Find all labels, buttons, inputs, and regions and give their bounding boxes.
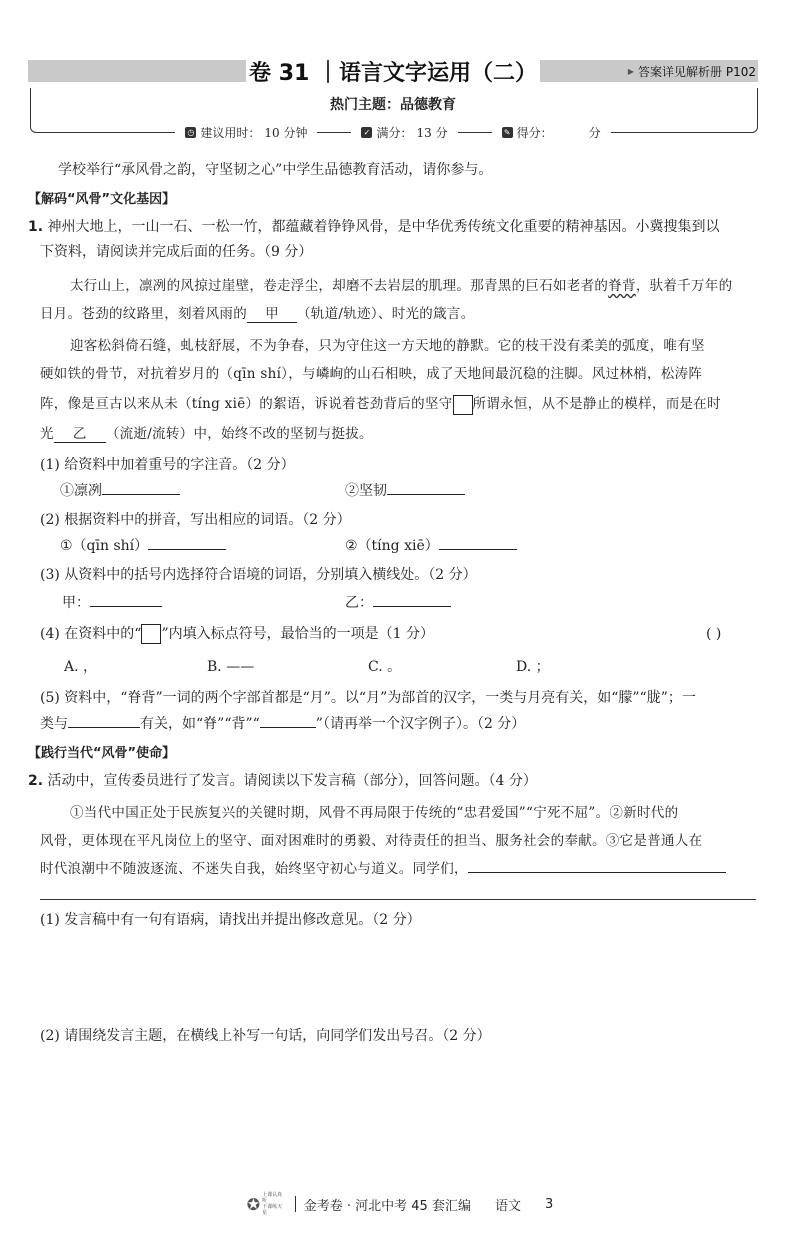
subject: 语文 bbox=[494, 1198, 521, 1214]
q2-stem-text: 活动中，宣传委员进行了发言。请阅读以下发言稿（部分），回答问题。（4 分） bbox=[47, 773, 537, 789]
time-info bbox=[175, 124, 317, 141]
speech-text: 时代浪潮中不随波逐流、不迷失自我，始终坚守初心与道义。同学们， bbox=[40, 861, 468, 877]
blank-jia: 甲 bbox=[247, 302, 297, 323]
q1-sub3-b bbox=[345, 593, 451, 613]
section-heading-2: 【践行当代“风骨”使命】 bbox=[28, 746, 176, 761]
answer-blank[interactable] bbox=[260, 727, 316, 728]
answer-label: ①（qīn shí） bbox=[60, 538, 149, 554]
page-footer bbox=[200, 1192, 600, 1216]
blank-yi: 乙 bbox=[54, 422, 106, 443]
option-b: B. —— bbox=[207, 659, 255, 675]
speech-line-3 bbox=[40, 857, 726, 877]
q2-sub2: (2) 请围绕发言主题，在横线上补写一句话，向同学们发出号召。（2 分） bbox=[40, 1028, 491, 1044]
header-left-bar bbox=[28, 60, 246, 82]
score-value: 13 分 bbox=[416, 125, 448, 140]
punctuation-box bbox=[453, 395, 473, 415]
q1-stem-line1 bbox=[28, 217, 720, 237]
answer-paren[interactable]: ( ) bbox=[706, 626, 722, 642]
q1-sub2-a bbox=[60, 536, 226, 556]
answer-blank[interactable] bbox=[439, 549, 517, 550]
option-a: A. ， bbox=[64, 659, 98, 675]
q2-number: 2. bbox=[28, 773, 44, 789]
q1-sub1-b bbox=[345, 481, 465, 501]
clock-icon: ◷ bbox=[185, 127, 196, 138]
answer-blank[interactable] bbox=[387, 494, 465, 495]
reading-text: 光 bbox=[40, 426, 54, 442]
reading-line-5 bbox=[40, 392, 721, 415]
q2-stem bbox=[28, 771, 537, 791]
reading-line-1 bbox=[70, 274, 732, 294]
answer-blank[interactable] bbox=[148, 549, 226, 550]
get-score-label: 得分： bbox=[516, 125, 553, 140]
logo-line-2: 下课练天星 bbox=[262, 1204, 283, 1216]
q1-stem2: 下资料，请阅读并完成后面的任务。（9 分） bbox=[40, 244, 313, 260]
q1-sub4 bbox=[40, 624, 434, 644]
reading-line-2 bbox=[40, 302, 475, 323]
answer-label: ①凛冽 bbox=[60, 483, 102, 499]
reading-text: （流逝/流转）中，始终不改的坚韧与挺拔。 bbox=[105, 426, 373, 442]
q1-sub2: (2) 根据资料中的拼音，写出相应的词语。（2 分） bbox=[40, 512, 351, 528]
pencil-icon: ✎ bbox=[502, 127, 513, 138]
reading-line-6 bbox=[40, 422, 373, 443]
punctuation-box bbox=[141, 624, 161, 644]
q1-sub5-line1: (5) 资料中，“脊背”一词的两个字部首都是“月”。以“月”为部首的汉字，一类与月亮有关，如“朦”“胧”；一 bbox=[40, 690, 696, 706]
answer-blank[interactable] bbox=[468, 872, 726, 873]
answer-line[interactable] bbox=[40, 899, 756, 900]
reading-text: ，驮着千万年的 bbox=[635, 278, 733, 294]
intro-text: 学校举行“承风骨之韵，守坚韧之心”中学生品德教育活动，请你参与。 bbox=[58, 162, 493, 178]
answer-label: ②（tíng xiē） bbox=[345, 538, 439, 554]
speech-line-2: 风骨，更体现在平凡岗位上的坚守、面对困难时的勇毅、对待责任的担当、服务社会的奉献。③它是普通人在 bbox=[40, 833, 703, 849]
answer-blank[interactable] bbox=[68, 727, 140, 728]
q1-sub1: (1) 给资料中加着重号的字注音。（2 分） bbox=[40, 457, 295, 473]
time-value: 10 分钟 bbox=[264, 125, 308, 140]
question-text: 有关，如“脊”“背”“ bbox=[140, 716, 260, 732]
book-title: 金考卷 · 河北中考 45 套汇编 bbox=[303, 1198, 471, 1214]
answer-blank[interactable] bbox=[373, 606, 451, 607]
q1-sub2-b bbox=[345, 536, 517, 556]
answer-label: ②坚韧 bbox=[345, 483, 387, 499]
reading-line-4: 硬如铁的骨节，对抗着岁月的（qīn shí），与嶙峋的山石相映，成了天地间最沉稳的注脚。风过林梢，松涛阵 bbox=[40, 366, 703, 382]
page-number: 3 bbox=[544, 1196, 554, 1212]
footer-divider bbox=[295, 1196, 296, 1212]
answer-reference bbox=[540, 60, 756, 82]
page-title: 卷 31 ｜语言文字运用（二） bbox=[249, 60, 537, 86]
answer-label: 甲： bbox=[62, 595, 90, 611]
question-text: ”（请再举一个汉字例子）。（2 分） bbox=[315, 716, 526, 732]
answer-reference-text: 答案详见解析册 P102 bbox=[638, 64, 756, 79]
theme-title: 热门主题：品德教育 bbox=[330, 97, 456, 113]
question-text: (4) 在资料中的“ bbox=[40, 626, 142, 642]
reading-text: （轨道/轨迹）、时光的箴言。 bbox=[297, 306, 475, 322]
speech-line-1: ①当代中国正处于民族复兴的关键时期，风骨不再局限于传统的“忠君爱国”“宁死不屈”。②新时代的 bbox=[70, 805, 679, 821]
play-arrow-icon: ▶ bbox=[627, 66, 635, 76]
q2-sub1: (1) 发言稿中有一句有语病，请找出并提出修改意见。（2 分） bbox=[40, 912, 421, 928]
logo-text bbox=[262, 1192, 287, 1216]
q1-sub3-a bbox=[62, 593, 162, 613]
score-label: 满分： bbox=[376, 125, 413, 140]
star-logo-icon: ✪ bbox=[246, 1194, 261, 1214]
question-text: ”内填入标点符号，最恰当的一项是（1 分） bbox=[161, 626, 434, 642]
q1-sub1-a bbox=[60, 481, 180, 501]
option-c: C. 。 bbox=[368, 659, 402, 675]
reading-text: 所谓永恒，从不是静止的模样，而是在时 bbox=[472, 396, 721, 412]
score-info bbox=[351, 124, 457, 141]
publisher-logo bbox=[247, 1194, 287, 1214]
q1-sub3: (3) 从资料中的括号内选择符合语境的词语，分别填入横线处。（2 分） bbox=[40, 567, 477, 583]
q1-sub5-line2 bbox=[40, 714, 525, 734]
get-score-unit: 分 bbox=[588, 125, 601, 140]
reading-text: 阵，像是亘古以来从未（tíng xiē）的絮语，诉说着苍劲背后的坚守 bbox=[40, 396, 453, 412]
meta-row bbox=[30, 123, 756, 141]
q1-number: 1. bbox=[28, 219, 44, 235]
section-heading-1: 【解码“风骨”文化基因】 bbox=[28, 192, 176, 207]
reading-line-3: 迎客松斜倚石缝，虬枝舒展，不为争春，只为守住这一方天地的静默。它的枝干没有柔美的弧度，唯有坚 bbox=[70, 338, 705, 354]
option-d: D. ； bbox=[516, 659, 550, 675]
q1-stem1: 神州大地上，一山一石、一松一竹，都蕴藏着铮铮风骨，是中华优秀传统文化重要的精神基因。小冀搜集到以 bbox=[47, 219, 720, 235]
time-label: 建议用时： bbox=[200, 125, 261, 140]
get-score-info bbox=[492, 124, 611, 141]
answer-blank[interactable] bbox=[90, 606, 162, 607]
wavy-word: 脊背 bbox=[608, 278, 636, 294]
question-text: 类与 bbox=[40, 716, 68, 732]
answer-blank[interactable] bbox=[102, 494, 180, 495]
score-icon: ✓ bbox=[361, 127, 372, 138]
reading-text: 日月。苍劲的纹路里，刻着风雨的 bbox=[40, 306, 247, 322]
reading-text: 太行山上，凛冽的风掠过崖壁，卷走浮尘，却磨不去岩层的肌理。那青黑的巨石如老者的 bbox=[70, 278, 609, 294]
answer-label: 乙： bbox=[345, 595, 373, 611]
logo-line-1: 上课认真听 bbox=[262, 1192, 283, 1204]
